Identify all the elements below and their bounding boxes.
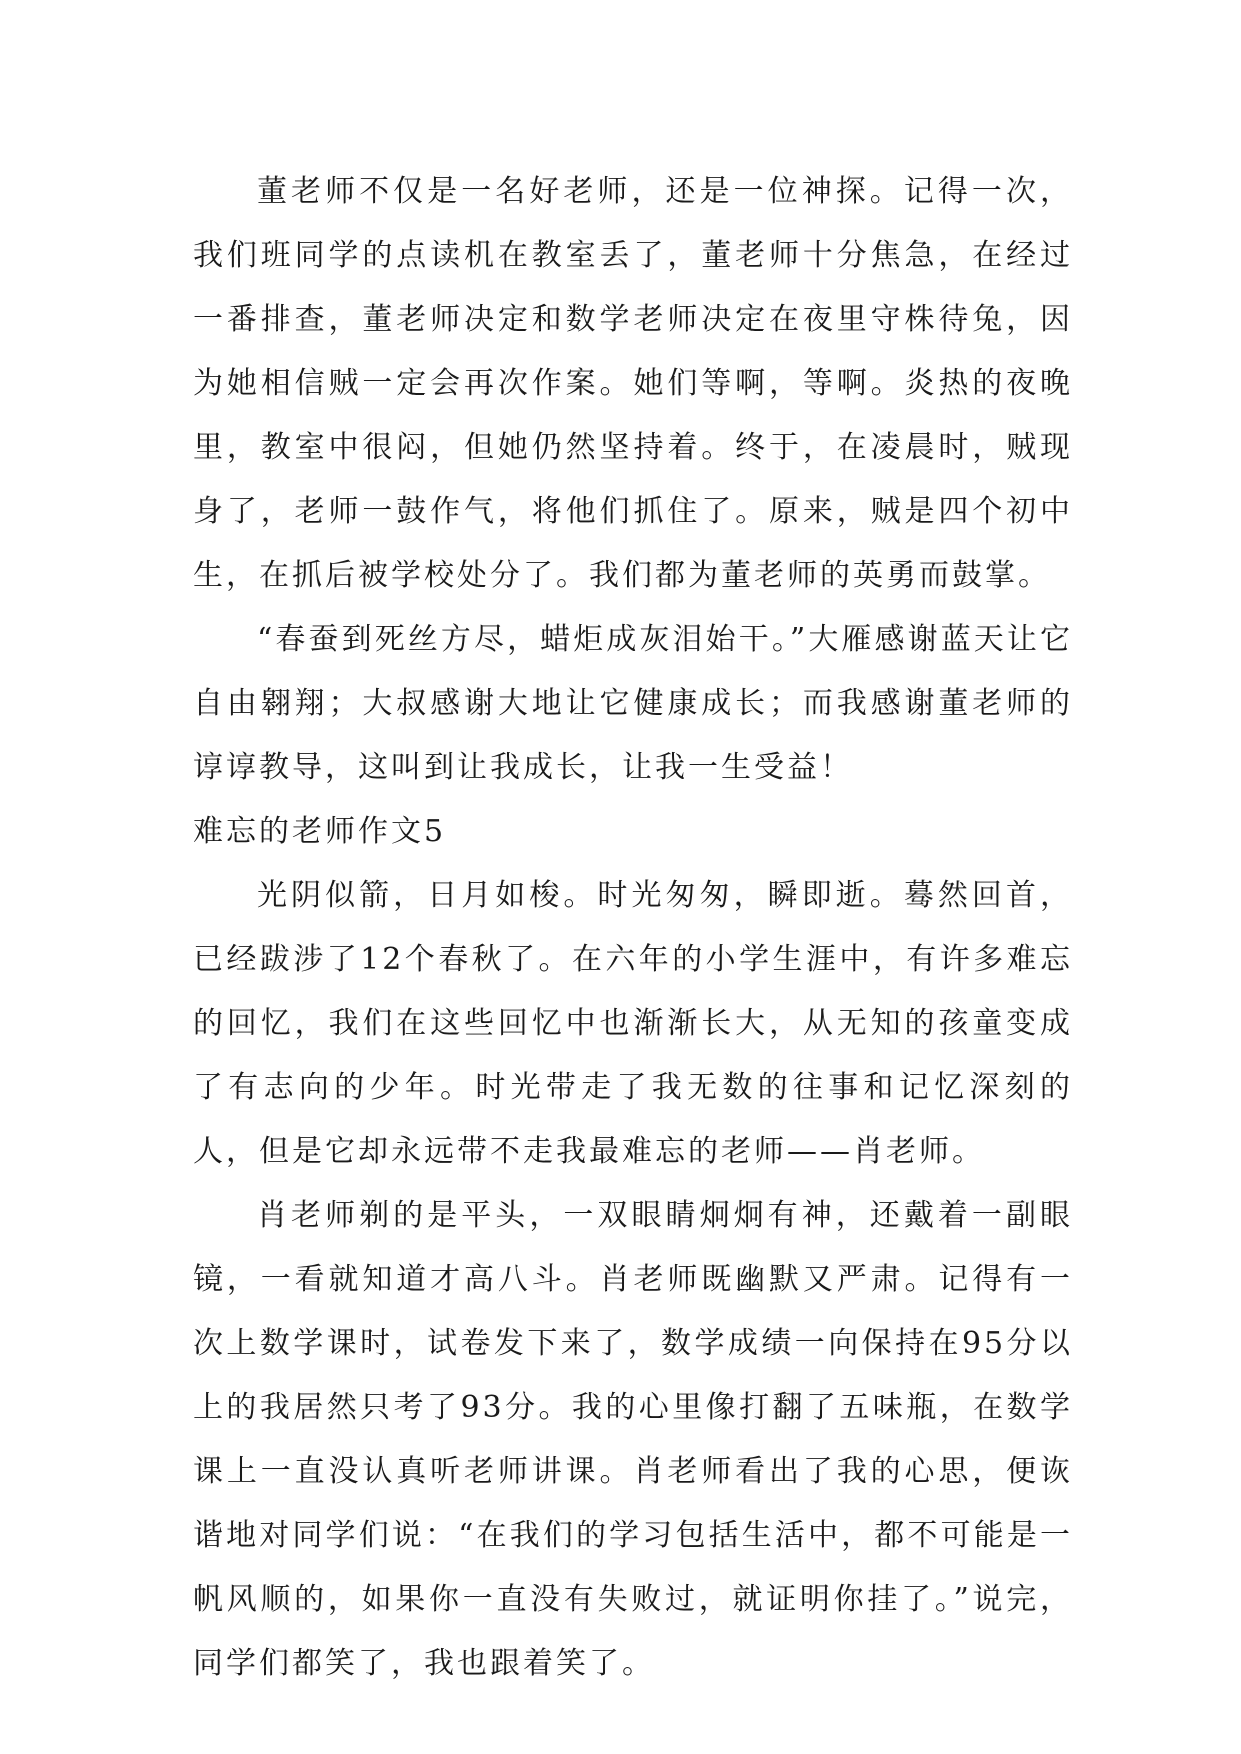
paragraph-teacher-xiao: 肖老师剃的是平头，一双眼睛炯炯有神，还戴着一副眼镜，一看就知道才高八斗。肖老师既幽默又严肃。记得有一次上数学课时，试卷发下来了，数学成绩一向保持在95分以上的我居然只考了93分。我的心里像打翻了五味瓶，在数学课上一直没认真听老师讲课。肖老师看出了我的心思，便诙谐地对同学们说：“在我们的学习包括生活中，都不可能是一帆风顺的，如果你一直没有失败过，就证明你挂了。”说完，同学们都笑了，我也跟着笑了。 — [193, 1198, 1073, 1681]
paragraph-detective-story: 董老师不仅是一名好老师，还是一位神探。记得一次，我们班同学的点读机在教室丢了，董老师十分焦急，在经过一番排查，董老师决定和数学老师决定在夜里守株待兔，因为她相信贼一定会再次作案。她们等啊，等啊。炎热的夜晚里，教室中很闷，但她仍然坚持着。终于，在凌晨时，贼现身了，老师一鼓作气，将他们抓住了。原来，贼是四个初中生，在抓后被学校处分了。我们都为董老师的英勇而鼓掌。 — [193, 174, 1073, 593]
paragraph-time-flies: 光阴似箭，日月如梭。时光匆匆，瞬即逝。蓦然回首，已经跋涉了12个春秋了。在六年的小学生涯中，有许多难忘的回忆，我们在这些回忆中也渐渐长大，从无知的孩童变成了有志向的少年。时光带走了我无数的往事和记忆深刻的人，但是它却永远带不走我最难忘的老师——肖老师。 — [193, 878, 1073, 1169]
document-body — [193, 160, 1073, 1696]
essay-title: 难忘的老师作文5 — [193, 814, 447, 849]
paragraph-gratitude: “春蚕到死丝方尽，蜡炬成灰泪始干。”大雁感谢蓝天让它自由翱翔；大叔感谢大地让它健康成长；而我感谢董老师的谆谆教导，这叫到让我成长，让我一生受益！ — [193, 622, 1073, 785]
